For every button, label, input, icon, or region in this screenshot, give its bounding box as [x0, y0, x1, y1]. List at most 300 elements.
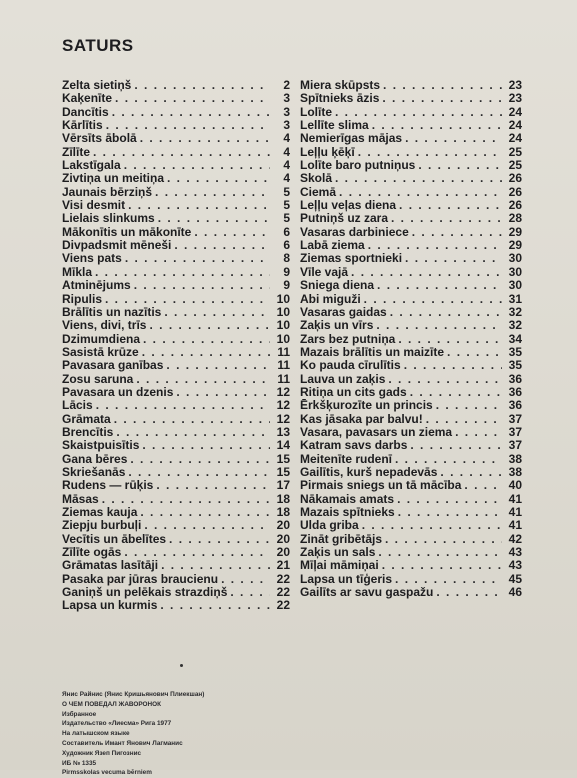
- toc-leader-dots: [369, 119, 502, 132]
- toc-leader-dots: [332, 106, 502, 119]
- toc-entry: [62, 199, 290, 212]
- page-title: SATURS: [62, 36, 134, 55]
- toc-entry-title: Pirmais sniegs un tā mācība: [300, 478, 462, 493]
- toc-entry-title: Zars bez putniņa: [300, 331, 396, 346]
- toc-entry-page: 6: [283, 224, 290, 239]
- toc-leader-dots: [437, 466, 502, 479]
- toc-leader-dots: [122, 252, 270, 265]
- toc-entry: [62, 226, 290, 239]
- toc-entry-page: 35: [508, 344, 522, 359]
- toc-entry: [300, 239, 522, 252]
- toc-leader-dots: [171, 239, 270, 252]
- toc-leader-dots: [131, 79, 270, 92]
- toc-entry-page: 41: [508, 491, 522, 506]
- imprint-line: Издательство «Лиесма» Рига 1977: [62, 720, 172, 728]
- toc-entry: [300, 559, 522, 572]
- toc-right-column: [300, 79, 522, 599]
- toc-entry-title: Rudens — rūķis: [62, 478, 154, 493]
- toc-entry: [62, 439, 290, 452]
- toc-entry-title: Lauva un zaķis: [300, 371, 386, 386]
- toc-entry-title: Skaistpuisītis: [62, 438, 140, 453]
- toc-entry-title: Dzimumdiena: [62, 331, 141, 346]
- toc-entry: [300, 413, 522, 426]
- toc-entry-page: 3: [283, 118, 290, 133]
- toc-entry: [62, 346, 290, 359]
- toc-leader-dots: [409, 226, 502, 239]
- toc-entry: [300, 399, 522, 412]
- toc-left-column: [62, 79, 290, 613]
- toc-entry-page: 24: [508, 131, 522, 146]
- toc-entry-page: 41: [508, 518, 522, 533]
- toc-leader-dots: [396, 199, 502, 212]
- toc-entry-title: Lakstīgala: [62, 158, 121, 173]
- toc-entry-page: 24: [508, 104, 522, 119]
- toc-entry-page: 30: [508, 251, 522, 266]
- toc-entry: [300, 586, 522, 599]
- toc-entry: [300, 426, 522, 439]
- toc-entry-page: 20: [276, 545, 290, 560]
- toc-entry-title: Spītnieks āzis: [300, 91, 380, 106]
- toc-entry: [300, 506, 522, 519]
- toc-leader-dots: [355, 146, 502, 159]
- toc-entry: [300, 546, 522, 559]
- toc-leader-dots: [359, 519, 502, 532]
- toc-entry-page: 15: [276, 464, 290, 479]
- imprint-line: ИБ № 1335: [62, 759, 97, 767]
- toc-entry-title: Mīkla: [62, 264, 93, 279]
- toc-leader-dots: [133, 373, 270, 386]
- toc-entry: [300, 199, 522, 212]
- toc-entry: [300, 439, 522, 452]
- toc-entry: [300, 226, 522, 239]
- toc-leader-dots: [125, 199, 270, 212]
- toc-entry-page: 12: [276, 398, 290, 413]
- toc-entry-title: Miera skūpsts: [300, 78, 381, 92]
- toc-entry: [300, 373, 522, 386]
- toc-entry-page: 13: [276, 424, 290, 439]
- toc-leader-dots: [388, 212, 502, 225]
- toc-entry: [300, 252, 522, 265]
- toc-entry-title: Lellīte slima: [300, 118, 369, 133]
- toc-entry-page: 38: [508, 451, 522, 466]
- toc-entry-title: Mīļai māmiņai: [300, 558, 379, 573]
- toc-leader-dots: [382, 533, 502, 546]
- toc-entry: [300, 533, 522, 546]
- toc-entry-title: Zīlīte: [62, 144, 91, 159]
- toc-leader-dots: [379, 559, 502, 572]
- toc-leader-dots: [161, 306, 270, 319]
- toc-entry-page: 26: [508, 184, 522, 199]
- imprint-line: Художник Язеп Пигознис: [62, 749, 142, 757]
- toc-entry-title: Skriešanās: [62, 464, 126, 479]
- toc-entry-page: 37: [508, 424, 522, 439]
- toc-leader-dots: [394, 493, 502, 506]
- toc-entry: [300, 146, 522, 159]
- toc-leader-dots: [141, 519, 270, 532]
- toc-entry: [62, 212, 290, 225]
- toc-entry-title: Abi miguži: [300, 291, 361, 306]
- toc-entry: [62, 239, 290, 252]
- toc-entry-page: 14: [276, 438, 290, 453]
- toc-entry: [62, 132, 290, 145]
- toc-entry: [300, 453, 522, 466]
- toc-entry: [62, 266, 290, 279]
- toc-entry-title: Putniņš uz zara: [300, 211, 389, 226]
- toc-leader-dots: [423, 413, 502, 426]
- imprint-line: Составитель Имант Янович Лагманис: [62, 739, 183, 747]
- toc-entry-title: Meitenīte rudenī: [300, 451, 393, 466]
- toc-entry-title: Lolīte baro putniņus: [300, 158, 416, 173]
- toc-entry-title: Mazais brālītis un maizīte: [300, 344, 445, 359]
- toc-leader-dots: [385, 373, 502, 386]
- toc-leader-dots: [374, 279, 502, 292]
- toc-entry-title: Kas jāsaka par balvu!: [300, 411, 423, 426]
- toc-leader-dots: [137, 132, 270, 145]
- ink-dot: [180, 664, 183, 667]
- toc-entry-page: 10: [276, 304, 290, 319]
- toc-leader-dots: [131, 279, 270, 292]
- toc-entry-page: 40: [508, 478, 522, 493]
- toc-entry-title: Kaķenīte: [62, 91, 113, 106]
- toc-entry: [62, 399, 290, 412]
- toc-entry-page: 10: [276, 318, 290, 333]
- toc-entry: [62, 479, 290, 492]
- toc-entry: [62, 586, 290, 599]
- toc-entry-page: 29: [508, 238, 522, 253]
- toc-entry-page: 20: [276, 518, 290, 533]
- toc-entry-page: 4: [283, 158, 290, 173]
- toc-entry-page: 21: [276, 558, 290, 573]
- toc-entry-title: Jaunais bērziņš: [62, 184, 153, 199]
- toc-entry: [62, 79, 290, 92]
- toc-entry-page: 34: [508, 331, 522, 346]
- toc-leader-dots: [380, 79, 502, 92]
- toc-entry-title: Lācis: [62, 398, 93, 413]
- toc-entry-page: 46: [508, 585, 522, 600]
- toc-entry-title: Brencītis: [62, 424, 114, 439]
- toc-entry-page: 15: [276, 451, 290, 466]
- toc-entry-title: Visi desmit: [62, 198, 126, 213]
- toc-entry: [62, 453, 290, 466]
- toc-entry-page: 11: [277, 344, 290, 359]
- toc-entry-title: Katram savs darbs: [300, 438, 408, 453]
- toc-entry-page: 23: [508, 78, 522, 92]
- toc-entry-title: Vasaras darbiniece: [300, 224, 409, 239]
- toc-leader-dots: [361, 293, 502, 306]
- toc-entry-title: Ritiņa un cits gads: [300, 384, 407, 399]
- toc-entry-title: Ziemas sportnieki: [300, 251, 403, 266]
- toc-leader-dots: [139, 346, 270, 359]
- toc-leader-dots: [112, 92, 270, 105]
- toc-entry-title: Gailītis, kurš nepadevās: [300, 464, 438, 479]
- toc-entry-title: Ko pauda cīrulītis: [300, 358, 401, 373]
- toc-entry: [300, 519, 522, 532]
- toc-entry: [62, 92, 290, 105]
- toc-entry: [300, 119, 522, 132]
- toc-entry: [300, 212, 522, 225]
- toc-leader-dots: [375, 546, 502, 559]
- toc-entry-page: 8: [283, 251, 290, 266]
- toc-leader-dots: [113, 426, 270, 439]
- toc-leader-dots: [401, 359, 502, 372]
- toc-entry-title: Lolīte: [300, 104, 332, 119]
- toc-entry-title: Grāmata: [62, 411, 111, 426]
- toc-entry-page: 25: [508, 144, 522, 159]
- toc-entry-title: Vērsīts ābolā: [62, 131, 137, 146]
- toc-entry-page: 5: [283, 198, 290, 213]
- toc-entry-title: Zosu saruna: [62, 371, 134, 386]
- toc-entry: [300, 306, 522, 319]
- toc-entry-page: 22: [276, 598, 290, 613]
- toc-entry-title: Lielais slinkums: [62, 211, 155, 226]
- toc-entry-page: 36: [508, 384, 522, 399]
- toc-entry: [300, 319, 522, 332]
- toc-entry-page: 24: [508, 118, 522, 133]
- toc-entry: [62, 252, 290, 265]
- toc-entry-page: 12: [276, 411, 290, 426]
- toc-entry: [62, 506, 290, 519]
- toc-entry-title: Pasaka par jūras braucienu: [62, 571, 219, 586]
- toc-leader-dots: [395, 333, 502, 346]
- toc-entry-page: 32: [508, 304, 522, 319]
- toc-leader-dots: [191, 226, 270, 239]
- imprint-line: Pirmsskolas vecuma bērniem: [62, 769, 152, 777]
- toc-entry: [300, 186, 522, 199]
- toc-entry: [300, 346, 522, 359]
- toc-leader-dots: [379, 92, 502, 105]
- toc-leader-dots: [395, 506, 502, 519]
- toc-entry: [300, 466, 522, 479]
- toc-entry-title: Divpadsmit mēneši: [62, 238, 172, 253]
- toc-entry-page: 37: [508, 411, 522, 426]
- toc-entry-title: Ziepju burbuļi: [62, 518, 142, 533]
- imprint-line: Избранное: [62, 710, 97, 718]
- toc-leader-dots: [415, 159, 502, 172]
- toc-entry-page: 22: [276, 571, 290, 586]
- toc-leader-dots: [99, 493, 270, 506]
- toc-entry-title: Zaķis un sals: [300, 545, 376, 560]
- toc-entry-page: 9: [283, 278, 290, 293]
- toc-leader-dots: [373, 319, 502, 332]
- toc-entry: [62, 172, 290, 185]
- toc-leader-dots: [392, 453, 502, 466]
- toc-entry-page: 31: [508, 291, 522, 306]
- toc-entry: [62, 466, 290, 479]
- toc-leader-dots: [121, 159, 270, 172]
- toc-entry-title: Leļļu veļas diena: [300, 198, 397, 213]
- toc-entry-title: Labā ziema: [300, 238, 365, 253]
- toc-entry: [300, 92, 522, 105]
- toc-leader-dots: [111, 413, 270, 426]
- toc-leader-dots: [121, 546, 270, 559]
- toc-leader-dots: [452, 426, 502, 439]
- toc-leader-dots: [402, 132, 502, 145]
- toc-leader-dots: [157, 599, 270, 612]
- toc-entry-page: 30: [508, 264, 522, 279]
- toc-entry-title: Lapsa un tīģeris: [300, 571, 393, 586]
- toc-entry-title: Dancītis: [62, 104, 109, 119]
- toc-entry-title: Lapsa un kurmis: [62, 598, 158, 613]
- toc-leader-dots: [402, 252, 502, 265]
- toc-entry-title: Vasaras gaidas: [300, 304, 387, 319]
- toc-entry: [62, 599, 290, 612]
- toc-leader-dots: [227, 586, 270, 599]
- toc-leader-dots: [444, 346, 502, 359]
- toc-entry-title: Viens pats: [62, 251, 122, 266]
- toc-entry-page: 10: [276, 331, 290, 346]
- toc-entry-title: Leļļu ķēķī: [300, 144, 355, 159]
- toc-entry: [300, 493, 522, 506]
- toc-leader-dots: [125, 466, 270, 479]
- toc-entry: [62, 359, 290, 372]
- toc-entry-title: Vecītis un ābelītes: [62, 531, 167, 546]
- toc-leader-dots: [127, 453, 270, 466]
- imprint-line: Янис Райнис (Янис Кришьянович Плиекшан): [62, 691, 205, 698]
- toc-entry-page: 36: [508, 371, 522, 386]
- toc-entry: [300, 333, 522, 346]
- toc-entry-page: 35: [508, 358, 522, 373]
- toc-entry: [62, 119, 290, 132]
- toc-entry-page: 3: [283, 91, 290, 106]
- toc-entry-page: 4: [283, 144, 290, 159]
- toc-entry: [300, 359, 522, 372]
- toc-entry: [300, 279, 522, 292]
- toc-entry-page: 29: [508, 224, 522, 239]
- toc-leader-dots: [433, 399, 502, 412]
- toc-entry-title: Ganiņš un pelēkais strazdiņš: [62, 585, 228, 600]
- toc-entry-page: 10: [276, 291, 290, 306]
- toc-leader-dots: [407, 386, 502, 399]
- toc-entry-title: Nākamais amats: [300, 491, 395, 506]
- toc-leader-dots: [433, 586, 502, 599]
- toc-entry-title: Skolā: [300, 171, 333, 186]
- toc-entry: [62, 559, 290, 572]
- toc-entry-page: 30: [508, 278, 522, 293]
- toc-entry-page: 41: [508, 505, 522, 519]
- toc-entry: [300, 293, 522, 306]
- toc-leader-dots: [103, 119, 270, 132]
- toc-entry-page: 5: [283, 184, 290, 199]
- toc-entry-title: Zaķis un vīrs: [300, 318, 374, 333]
- toc-entry: [300, 159, 522, 172]
- toc-entry: [62, 386, 290, 399]
- toc-entry-title: Ciemā: [300, 184, 337, 199]
- toc-entry: [62, 279, 290, 292]
- toc-entry: [62, 106, 290, 119]
- imprint-line: О ЧЕМ ПОВЕДАЛ ЖАВОРОНОК: [62, 700, 161, 708]
- toc-leader-dots: [387, 306, 502, 319]
- toc-entry-page: 26: [508, 198, 522, 213]
- toc-entry-page: 28: [508, 211, 522, 226]
- toc-entry-page: 9: [283, 264, 290, 279]
- toc-leader-dots: [166, 533, 270, 546]
- toc-entry-page: 5: [283, 211, 290, 226]
- toc-leader-dots: [146, 319, 270, 332]
- toc-entry-title: Zelta sietiņš: [62, 78, 132, 92]
- toc-leader-dots: [164, 172, 270, 185]
- toc-entry: [300, 132, 522, 145]
- toc-entry-page: 23: [508, 91, 522, 106]
- toc-entry-title: Pavasara un dzenis: [62, 384, 174, 399]
- toc-entry-title: Vasara, pavasars un ziema: [300, 424, 453, 439]
- toc-entry-title: Brālītis un nazītis: [62, 304, 162, 319]
- toc-entry-title: Mazais spītnieks: [300, 505, 395, 519]
- imprint-line: На латышском языке: [62, 730, 130, 738]
- toc-entry-title: Sasistā krūze: [62, 344, 139, 359]
- toc-entry-title: Grāmatas lasītāji: [62, 558, 159, 573]
- toc-entry: [62, 519, 290, 532]
- toc-leader-dots: [461, 479, 502, 492]
- toc-entry-title: Pavasara ganības: [62, 358, 164, 373]
- toc-leader-dots: [158, 559, 270, 572]
- toc-entry: [62, 319, 290, 332]
- toc-entry-page: 45: [508, 571, 522, 586]
- toc-leader-dots: [336, 186, 502, 199]
- toc-entry-page: 2: [283, 78, 290, 92]
- toc-entry: [62, 186, 290, 199]
- toc-entry: [300, 386, 522, 399]
- toc-entry-page: 4: [283, 131, 290, 146]
- toc-leader-dots: [137, 506, 270, 519]
- toc-entry-title: Vīle vajā: [300, 264, 349, 279]
- toc-leader-dots: [139, 439, 270, 452]
- toc-entry: [62, 493, 290, 506]
- toc-entry-page: 25: [508, 158, 522, 173]
- toc-entry: [62, 426, 290, 439]
- toc-entry: [300, 573, 522, 586]
- toc-entry-title: Ulda griba: [300, 518, 359, 533]
- toc-entry-title: Gana bēres: [62, 451, 128, 466]
- toc-entry-page: 18: [276, 505, 290, 519]
- toc-entry: [300, 266, 522, 279]
- toc-entry-page: 26: [508, 171, 522, 186]
- toc-entry: [62, 533, 290, 546]
- toc-entry: [62, 306, 290, 319]
- toc-entry: [62, 146, 290, 159]
- toc-entry-title: Viens, divi, trīs: [62, 318, 147, 333]
- toc-entry-page: 38: [508, 464, 522, 479]
- toc-entry-title: Zināt gribētājs: [300, 531, 383, 546]
- toc-leader-dots: [407, 439, 502, 452]
- toc-entry-page: 17: [276, 478, 290, 493]
- toc-entry-title: Atminējums: [62, 278, 131, 293]
- toc-entry-title: Gailīts ar savu gaspažu: [300, 585, 434, 600]
- toc-leader-dots: [365, 239, 502, 252]
- toc-entry-page: 43: [508, 558, 522, 573]
- toc-entry-title: Kārlītis: [62, 118, 103, 133]
- toc-entry: [300, 106, 522, 119]
- toc-entry: [62, 573, 290, 586]
- toc-leader-dots: [92, 266, 270, 279]
- toc-leader-dots: [109, 106, 270, 119]
- toc-leader-dots: [155, 212, 270, 225]
- imprint-block: [62, 690, 302, 778]
- toc-entry: [62, 293, 290, 306]
- toc-entry: [62, 546, 290, 559]
- toc-leader-dots: [152, 186, 270, 199]
- toc-entry: [62, 373, 290, 386]
- toc-entry-title: Zīlīte ogās: [62, 545, 122, 560]
- toc-entry-page: 42: [508, 531, 522, 546]
- toc-entry: [62, 159, 290, 172]
- toc-entry-page: 4: [283, 171, 290, 186]
- toc-entry: [300, 172, 522, 185]
- toc-entry-title: Mākonītis un mākonīte: [62, 224, 192, 239]
- toc-entry-page: 36: [508, 398, 522, 413]
- toc-entry-page: 11: [277, 371, 290, 386]
- toc-entry-page: 22: [276, 585, 290, 600]
- toc-entry-page: 18: [276, 491, 290, 506]
